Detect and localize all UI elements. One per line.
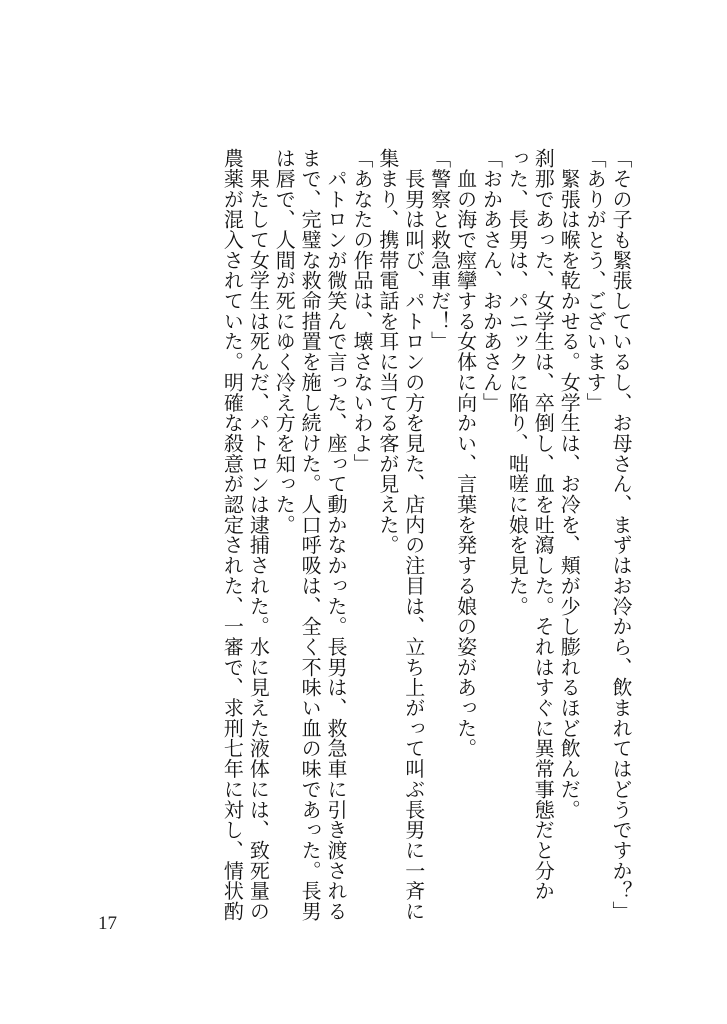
page-number: 17: [98, 913, 117, 934]
text-line: 「おかあさん、おかあさん」: [479, 148, 504, 413]
text-line: 「その子も緊張しているし、お母さん、まずはお冷から、飲まれてはどうですか？」: [609, 148, 633, 922]
text-line: パトロンが微笑んで言った、座って動かなかった。長男は、救急車に引き渡される: [324, 148, 349, 922]
text-line: った、長男は、パニックに陥り、咄嗟に娘を見た。: [505, 148, 530, 617]
vertical-text-body: [219, 148, 634, 922]
text-line: 刹那であった、女学生は、卒倒し、血を吐瀉した。それはすぐに異常事態だと分か: [531, 148, 556, 901]
text-line: 「ありがとう、ございます」: [583, 148, 608, 413]
text-line: 集まり、携帯電話を耳に当てる客が見えた。: [375, 148, 400, 555]
text-line: 「あなたの作品は、壊さないわよ」: [349, 148, 374, 474]
text-line: まで、完璧な救命措置を施し続けた。人口呼吸は、全く不味い血の味であった。長男: [298, 148, 323, 922]
text-line: 「警察と救急車だ！」: [427, 148, 452, 352]
text-line: 血の海で痙攣する女体に向かい、言葉を発する娘の姿があった。: [453, 148, 478, 759]
text-line: は唇で、人間が死にゆく冷え方を知った。: [272, 148, 297, 535]
text-line: 緊張は喉を乾かせる。女学生は、お冷を、頬が少し膨れるほど飲んだ。: [557, 148, 582, 820]
text-line: 長男は叫び、パトロンの方を見た、店内の注目は、立ち上がって叫ぶ長男に一斉に: [401, 148, 426, 922]
text-line: 農薬が混入されていた。明確な殺意が認定された、一審で、求刑七年に対し、情状酌: [220, 148, 245, 922]
text-line: 果たして女学生は死んだ、パトロンは逮捕された。水に見えた液体には、致死量の: [246, 148, 271, 922]
